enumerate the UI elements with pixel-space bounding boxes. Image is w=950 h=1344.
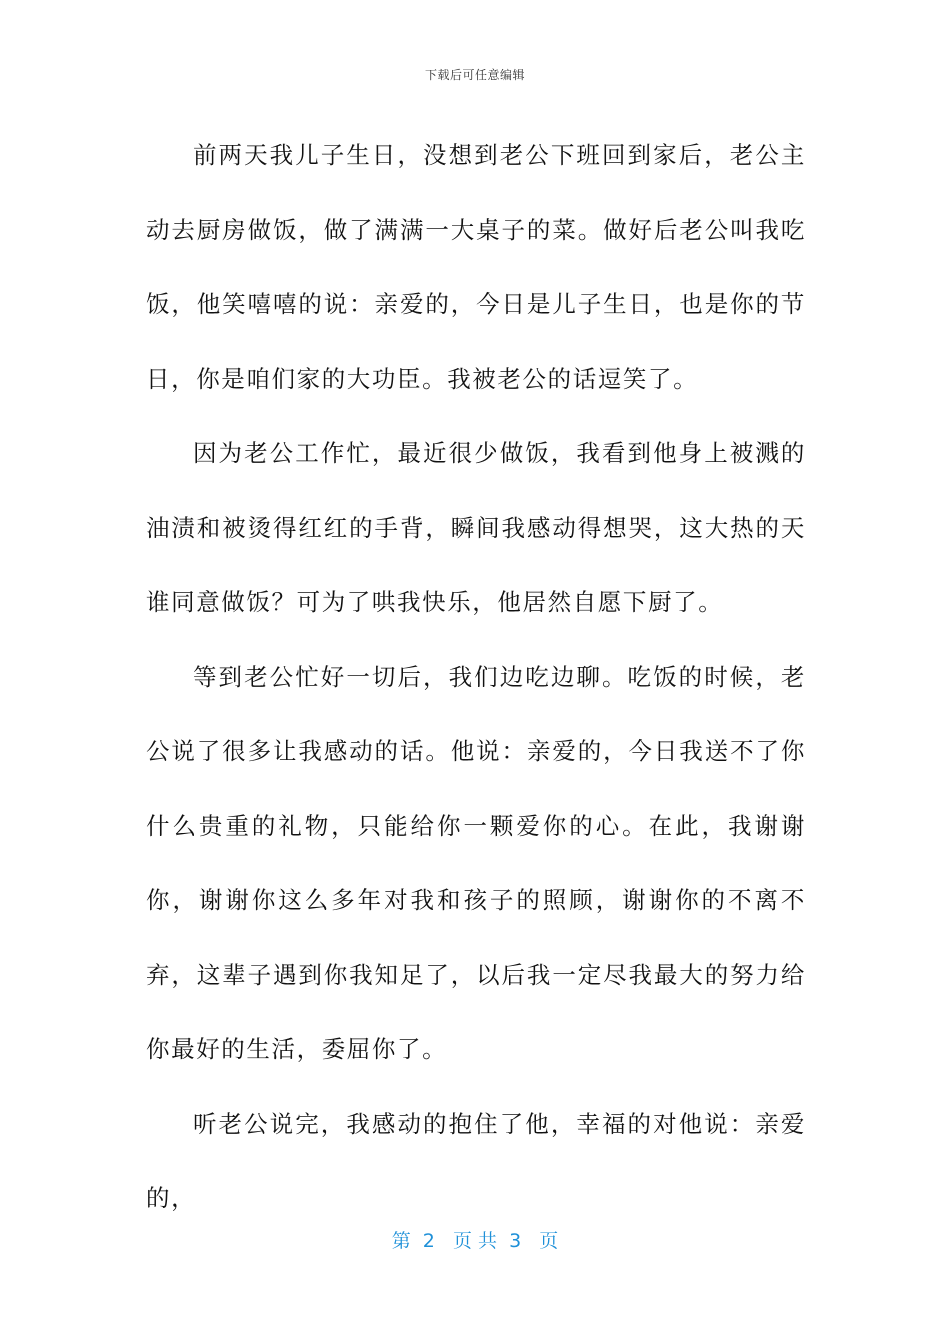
page-header: 下载后可任意编辑 [424, 68, 525, 82]
page-footer [0, 1226, 950, 1253]
document-body [146, 118, 806, 1236]
paragraph-3: 等到老公忙好一切后，我们边吃边聊。吃饭的时候，老公说了很多让我感动的话。他说：亲爱的，今日我送不了你什么贵重的礼物，只能给你一颗爱你的心。在此，我谢谢你，谢谢你这么多年对我和孩子的照顾，谢谢你的不离不弃，这辈子遇到你我知足了，以后我一定尽我最大的努力给你最好的生活，委屈你了。 [146, 662, 806, 1063]
paragraph-4: 听老公说完，我感动的抱住了他，幸福的对他说：亲爱的， [146, 1109, 806, 1212]
paragraph-2: 因为老公工作忙，最近很少做饭，我看到他身上被溅的油渍和被烫得红红的手背，瞬间我感动得想哭，这大热的天谁同意做饭？可为了哄我快乐，他居然自愿下厨了。 [146, 439, 806, 616]
paragraph-1: 前两天我儿子生日，没想到老公下班回到家后，老公主动去厨房做饭，做了满满一大桌子的菜。做好后老公叫我吃饭，他笑嘻嘻的说：亲爱的，今日是儿子生日，也是你的节日，你是咱们家的大功臣。我被老公的话逗笑了。 [146, 141, 806, 393]
page-number-label: 第 2 页 共 3 页 [391, 1230, 559, 1252]
